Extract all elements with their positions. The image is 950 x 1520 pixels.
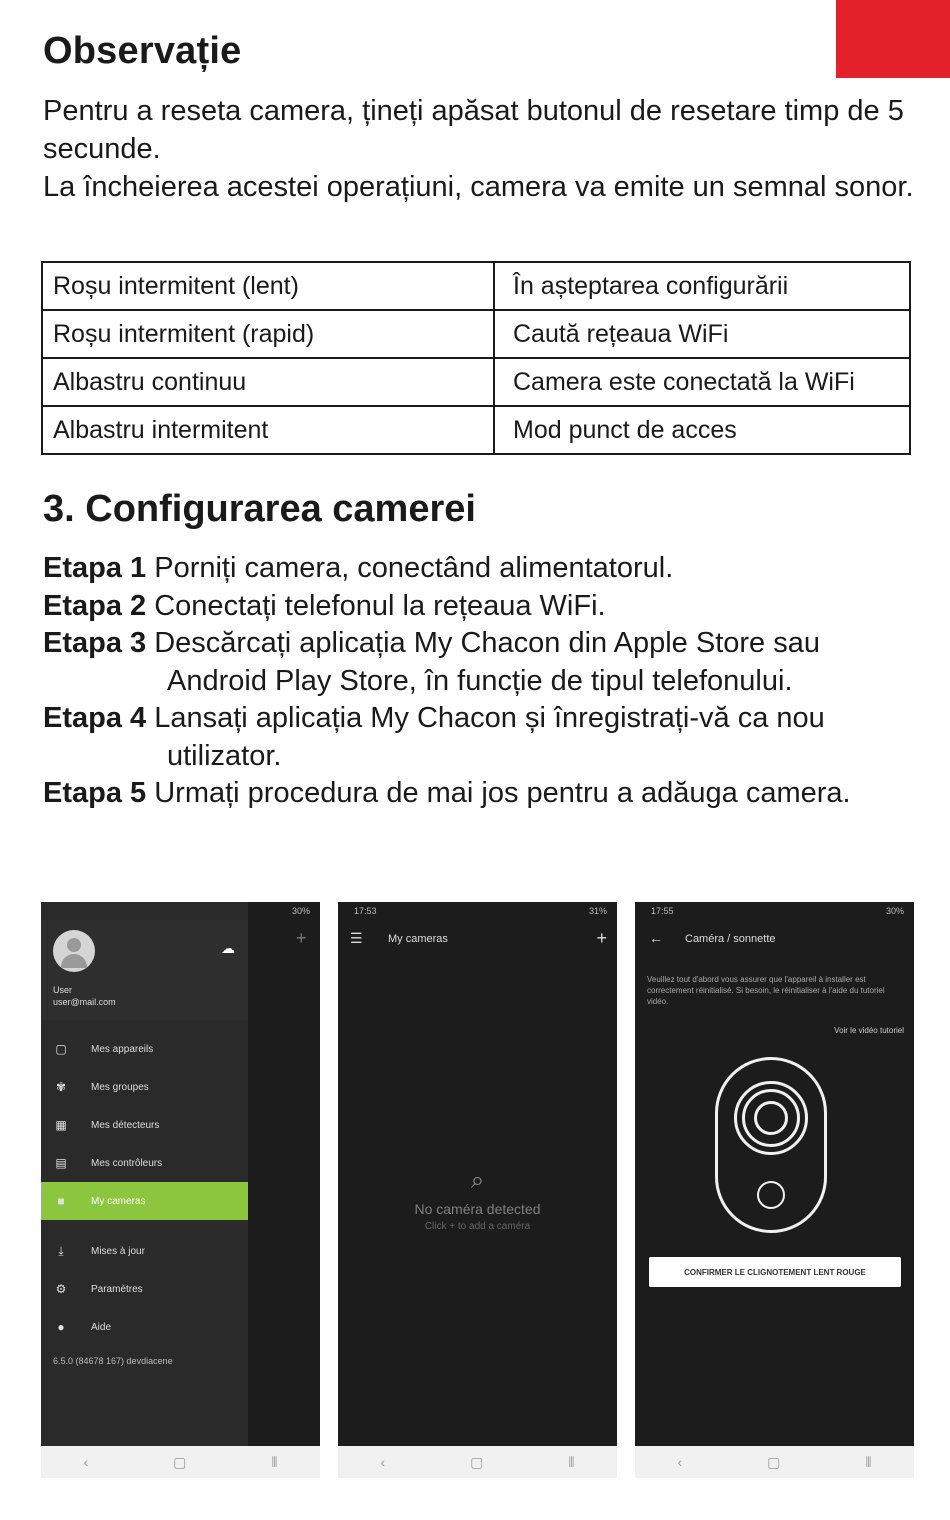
- arrow-back-icon[interactable]: ←: [649, 930, 663, 946]
- drawer-menu: [41, 1030, 248, 1376]
- add-camera-icon[interactable]: +: [596, 928, 607, 948]
- device-icon: ▢: [55, 1042, 67, 1056]
- doorbell-illustration: [715, 1057, 827, 1233]
- tutorial-link[interactable]: Voir le vidéo tutoriel: [834, 1026, 904, 1035]
- menu-item-settings[interactable]: [41, 1270, 248, 1308]
- note-paragraph-2: La încheierea acestei operațiuni, camera va emite un semnal sonor.: [43, 171, 914, 203]
- status-battery: 30%: [291, 906, 310, 916]
- back-icon[interactable]: ‹: [83, 1454, 89, 1470]
- android-navbar: [635, 1446, 914, 1478]
- menu-divider: [41, 1220, 248, 1232]
- help-icon: ●: [57, 1320, 65, 1334]
- user-info: [53, 984, 116, 1008]
- step-text: Urmați procedura de mai jos pentru a adăuga camera.: [154, 777, 851, 809]
- step-label: Etapa 2: [43, 589, 147, 622]
- reset-instructions: Veuillez tout d'abord vous assurer que l'appareil à installer est correctement réinitialisé. Si besoin, le réinitialiser à l'aide du tutoriel vidéo.: [647, 975, 885, 1006]
- menu-item-label: Mes détecteurs: [91, 1119, 160, 1131]
- menu-item-label: Mes groupes: [91, 1081, 149, 1093]
- table-row: [42, 310, 910, 358]
- menu-item-label: Mes contrôleurs: [91, 1157, 163, 1169]
- menu-item-updates[interactable]: [41, 1232, 248, 1270]
- step-3: [43, 625, 923, 700]
- note-text: [43, 92, 923, 206]
- menu-item-detecteurs[interactable]: [41, 1106, 248, 1144]
- led-meaning: Camera este conectată la WiFi: [494, 358, 910, 406]
- menu-icon[interactable]: ☰: [350, 930, 363, 946]
- led-meaning: Mod punct de acces: [494, 406, 910, 454]
- phone-screen-cameras: [338, 902, 617, 1478]
- menu-item-label: Paramètres: [91, 1283, 143, 1295]
- step-1: [43, 550, 923, 588]
- gear-icon: ⚙: [55, 1282, 67, 1296]
- table-row: [42, 358, 910, 406]
- steps-list: [43, 550, 923, 813]
- status-time: 17:55: [651, 906, 674, 916]
- step-text: Porniți camera, conectând alimentatorul.: [154, 552, 674, 584]
- controller-icon: ▤: [55, 1156, 67, 1170]
- home-icon[interactable]: ▢: [767, 1453, 781, 1470]
- doorbell-button: [757, 1181, 785, 1209]
- step-text: Conectați telefonul la rețeaua WiFi.: [154, 589, 606, 622]
- phone-screen-menu: [41, 902, 320, 1478]
- menu-item-label: Mises à jour: [91, 1245, 145, 1257]
- screen-title: Caméra / sonnette: [685, 933, 776, 945]
- recents-icon[interactable]: ⦀: [865, 1453, 872, 1470]
- nav-drawer: [41, 902, 248, 1446]
- menu-item-cameras[interactable]: [41, 1182, 248, 1220]
- android-navbar: [41, 1446, 320, 1478]
- security-camera-icon: ⌕: [470, 1167, 485, 1194]
- step-5: [43, 775, 923, 813]
- empty-hint: Click + to add a caméra: [424, 1221, 531, 1232]
- user-email: user@mail.com: [53, 997, 116, 1007]
- step-text: Descărcați aplicația My Chacon din Apple Store sau Android Play Store, în funcție de tipul telefonului.: [154, 627, 820, 697]
- app-version: 6.5.0 (84678 167) devdiacene: [53, 1356, 173, 1366]
- menu-item-label: My cameras: [91, 1195, 146, 1207]
- table-row: [42, 262, 910, 310]
- screen-title: My cameras: [388, 933, 448, 945]
- step-label: Etapa 4: [43, 702, 147, 734]
- avatar[interactable]: [53, 930, 95, 972]
- status-battery: 30%: [885, 906, 904, 916]
- app-header: [635, 920, 914, 960]
- section-title: 3. Configurarea camerei: [43, 488, 476, 530]
- step-label: Etapa 3: [43, 627, 147, 659]
- status-time: 17:53: [354, 906, 377, 916]
- back-icon[interactable]: ‹: [380, 1454, 386, 1470]
- camera-icon: ■: [57, 1194, 65, 1208]
- empty-state: [338, 1167, 617, 1232]
- phone-screen-doorbell: [635, 902, 914, 1478]
- note-paragraph-1: Pentru a reseta camera, țineți apăsat butonul de resetare timp de 5 secunde.: [43, 95, 904, 165]
- status-bar: [635, 902, 914, 920]
- cloud-icon[interactable]: ☁: [221, 940, 235, 956]
- led-state: Roșu intermitent (lent): [42, 262, 494, 310]
- menu-item-groupes[interactable]: [41, 1068, 248, 1106]
- step-label: Etapa 1: [43, 552, 147, 584]
- menu-item-appareils[interactable]: [41, 1030, 248, 1068]
- status-battery: 31%: [588, 906, 607, 916]
- add-icon[interactable]: +: [296, 928, 307, 948]
- step-4: [43, 700, 923, 775]
- step-2: [43, 588, 923, 626]
- confirm-blinking-button[interactable]: CONFIRMER LE CLIGNOTEMENT LENT ROUGE: [649, 1257, 901, 1287]
- menu-item-label: Aide: [91, 1321, 112, 1333]
- user-name: User: [53, 985, 73, 995]
- step-label: Etapa 5: [43, 777, 147, 809]
- led-meaning: În așteptarea configurării: [494, 262, 910, 310]
- groups-icon: ✾: [55, 1080, 67, 1094]
- led-state: Roșu intermitent (rapid): [42, 310, 494, 358]
- home-icon[interactable]: ▢: [470, 1453, 484, 1470]
- profile-header: [41, 920, 248, 1020]
- app-header: [338, 920, 617, 960]
- led-status-table: [41, 261, 911, 455]
- note-title: Observație: [43, 30, 242, 72]
- menu-item-help[interactable]: [41, 1308, 248, 1346]
- menu-item-controleurs[interactable]: [41, 1144, 248, 1182]
- led-state: Albastru intermitent: [42, 406, 494, 454]
- red-corner-tab: [836, 0, 950, 78]
- home-icon[interactable]: ▢: [173, 1453, 187, 1470]
- table-row: [42, 406, 910, 454]
- back-icon[interactable]: ‹: [677, 1454, 683, 1470]
- recents-icon[interactable]: ⦀: [271, 1453, 278, 1470]
- detector-icon: ▦: [55, 1118, 67, 1132]
- led-state: Albastru continuu: [42, 358, 494, 406]
- status-bar: [338, 902, 617, 920]
- step-text: Lansați aplicația My Chacon și înregistrați-vă ca nou utilizator.: [154, 702, 825, 772]
- download-icon: ⤓: [58, 1243, 64, 1258]
- android-navbar: [338, 1446, 617, 1478]
- recents-icon[interactable]: ⦀: [568, 1453, 575, 1470]
- empty-title: No caméra detected: [414, 1201, 541, 1217]
- lens-ring-inner: [754, 1101, 788, 1135]
- menu-item-label: Mes appareils: [91, 1043, 154, 1055]
- led-meaning: Caută rețeaua WiFi: [494, 310, 910, 358]
